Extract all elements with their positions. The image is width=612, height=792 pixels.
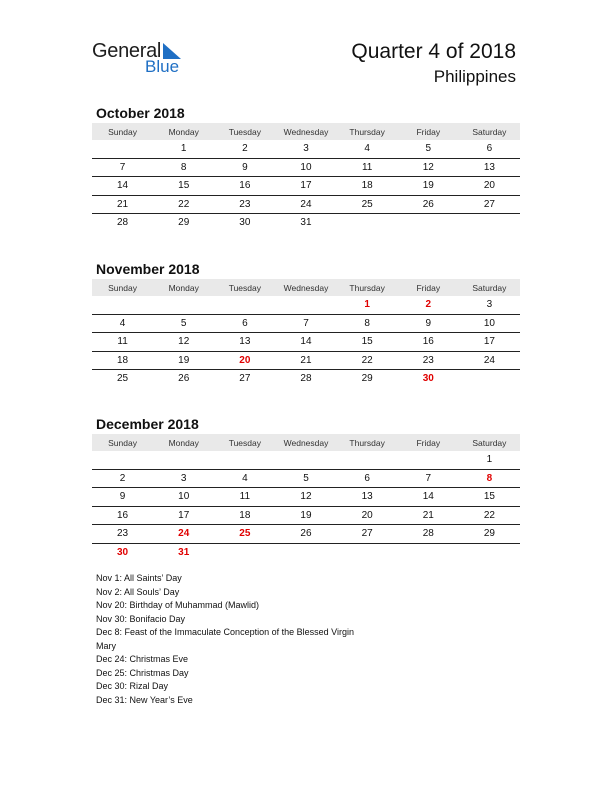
day-cell: 28: [117, 217, 129, 229]
day-cell: 4: [364, 143, 370, 155]
weekday-label: Friday: [416, 126, 441, 137]
week-row: [92, 451, 520, 470]
day-cell: 17: [300, 180, 312, 192]
month-calendar: [92, 103, 520, 232]
day-cell: 26: [300, 528, 312, 540]
day-cell: 18: [361, 180, 373, 192]
holiday-note: Dec 31: New Year’s Eve: [96, 694, 193, 705]
day-cell: 14: [300, 336, 312, 348]
day-cell: 11: [361, 161, 373, 173]
day-cell: 7: [119, 161, 126, 173]
holiday-note: Nov 1: All Saints’ Day: [96, 573, 182, 583]
day-cell: 6: [486, 143, 493, 155]
page-title: Quarter 4 of 2018: [351, 40, 516, 63]
week-row: [92, 352, 520, 371]
weekday-header: [92, 279, 520, 296]
day-cell: 2: [119, 472, 126, 484]
day-cell: 30: [239, 217, 251, 229]
week-row: [92, 177, 520, 196]
day-cell: 17: [483, 336, 495, 348]
day-cell: 5: [425, 143, 432, 155]
day-cell: 26: [178, 373, 190, 385]
weekday-label: Tuesday: [228, 282, 261, 293]
weekday-label: Tuesday: [228, 126, 261, 137]
day-cell: 20: [483, 180, 495, 192]
day-cell: 7: [425, 472, 432, 484]
holiday-day-cell: 24: [178, 528, 190, 540]
day-cell: 19: [178, 354, 190, 366]
day-cell: 6: [242, 317, 248, 329]
day-cell: 13: [361, 491, 373, 503]
day-cell: 11: [239, 491, 251, 503]
day-cell: 9: [119, 491, 126, 503]
weekday-label: Wednesday: [283, 282, 329, 293]
day-cell: 8: [364, 317, 370, 329]
day-cell: 17: [178, 509, 190, 521]
day-cell: 27: [239, 373, 251, 385]
day-cell: 5: [303, 472, 309, 484]
weekday-label: Wednesday: [283, 126, 329, 137]
weekday-label: Sunday: [108, 282, 137, 293]
holiday-day-cell: 30: [117, 546, 129, 558]
day-cell: 29: [361, 373, 373, 385]
day-cell: 25: [117, 373, 129, 385]
day-cell: 28: [300, 373, 312, 385]
day-cell: 1: [486, 454, 493, 466]
day-cell: 26: [422, 198, 434, 210]
day-cell: 25: [361, 198, 373, 210]
day-cell: 27: [483, 198, 495, 210]
day-cell: 16: [239, 180, 251, 192]
week-row: [92, 525, 520, 544]
day-cell: 11: [117, 336, 128, 348]
day-cell: 22: [483, 509, 495, 521]
day-cell: 2: [242, 143, 248, 155]
holiday-note: Dec 25: Christmas Day: [96, 667, 189, 678]
weekday-label: Saturday: [472, 282, 507, 293]
day-cell: 18: [117, 354, 129, 366]
holiday-note: Nov 20: Birthday of Muhammad (Mawlid): [96, 600, 260, 610]
day-cell: 10: [483, 317, 495, 329]
week-row: [92, 333, 520, 352]
month-title: October 2018: [96, 105, 185, 121]
day-cell: 14: [422, 491, 434, 503]
day-cell: 22: [361, 354, 373, 366]
weekday-label: Friday: [416, 282, 441, 293]
day-cell: 31: [300, 217, 312, 229]
week-row: [92, 470, 520, 489]
weekday-label: Thursday: [349, 126, 385, 137]
week-row: [92, 544, 520, 562]
logo-general-text: General: [92, 40, 162, 62]
holiday-note: Nov 2: All Souls’ Day: [96, 586, 180, 597]
holiday-day-cell: 25: [239, 528, 251, 540]
day-cell: 8: [180, 161, 187, 173]
day-cell: 24: [300, 198, 312, 210]
day-cell: 23: [239, 198, 251, 210]
weekday-header: [92, 434, 520, 451]
day-cell: 22: [178, 198, 190, 210]
weekday-label: Thursday: [349, 437, 385, 448]
day-cell: 19: [300, 509, 312, 521]
holiday-note: Dec 24: Christmas Eve: [96, 654, 189, 664]
week-row: [92, 214, 520, 232]
day-cell: 5: [180, 317, 187, 329]
weekday-label: Saturday: [472, 126, 507, 137]
day-cell: 16: [422, 336, 434, 348]
day-cell: 13: [483, 161, 495, 173]
day-cell: 9: [242, 161, 248, 173]
holiday-day-cell: 30: [422, 373, 434, 385]
day-cell: 21: [117, 198, 129, 210]
weekday-header: [92, 123, 520, 140]
day-cell: 12: [178, 336, 190, 348]
day-cell: 15: [483, 491, 495, 503]
day-cell: 4: [242, 472, 248, 484]
weekday-label: Sunday: [108, 126, 137, 137]
day-cell: 27: [361, 528, 373, 540]
weekday-label: Monday: [168, 282, 199, 293]
generalblue-logo: [92, 40, 192, 80]
day-cell: 10: [300, 161, 312, 173]
day-cell: 21: [422, 509, 434, 521]
day-cell: 12: [422, 161, 434, 173]
day-cell: 19: [422, 180, 434, 192]
week-row: [92, 140, 520, 159]
week-row: [92, 196, 520, 215]
logo-blue-text: Blue: [145, 57, 180, 76]
holiday-day-cell: 8: [486, 472, 493, 484]
day-cell: 13: [239, 336, 251, 348]
day-cell: 3: [180, 472, 187, 484]
month-title: December 2018: [96, 416, 199, 432]
week-row: [92, 507, 520, 526]
day-cell: 16: [117, 509, 129, 521]
day-cell: 23: [422, 354, 434, 366]
day-cell: 15: [178, 180, 190, 192]
country-name: Philippines: [433, 67, 516, 86]
holiday-note: Dec 8: Feast of the Immaculate Conception of the Blessed Virgin: [96, 627, 354, 637]
week-row: [92, 159, 520, 178]
day-cell: 23: [117, 528, 129, 540]
day-cell: 29: [178, 217, 190, 229]
month-calendar: [92, 259, 520, 388]
week-row: [92, 370, 520, 388]
day-cell: 3: [303, 143, 309, 155]
day-cell: 15: [361, 336, 373, 348]
day-cell: 3: [486, 299, 493, 311]
weekday-label: Monday: [168, 126, 199, 137]
week-row: [92, 488, 520, 507]
week-row: [92, 296, 520, 315]
day-cell: 24: [483, 354, 495, 366]
weekday-label: Sunday: [108, 437, 137, 448]
day-cell: 12: [300, 491, 312, 503]
day-cell: 29: [483, 528, 495, 540]
month-calendar: [92, 414, 520, 561]
day-cell: 14: [117, 180, 129, 192]
weekday-label: Tuesday: [228, 437, 261, 448]
day-cell: 18: [239, 509, 251, 521]
day-cell: 28: [422, 528, 434, 540]
holiday-day-cell: 2: [425, 299, 432, 311]
month-title: November 2018: [96, 261, 200, 277]
day-cell: 6: [364, 472, 370, 484]
day-cell: 21: [300, 354, 312, 366]
holiday-note: Dec 30: Rizal Day: [96, 681, 169, 691]
day-cell: 9: [425, 317, 432, 329]
holiday-note: Nov 30: Bonifacio Day: [96, 613, 186, 624]
day-cell: 1: [180, 143, 187, 155]
weekday-label: Friday: [416, 437, 441, 448]
day-cell: 10: [178, 491, 190, 503]
weekday-label: Thursday: [349, 282, 385, 293]
holiday-note: Mary: [96, 640, 116, 651]
day-cell: 20: [361, 509, 373, 521]
holiday-day-cell: 31: [178, 546, 190, 558]
weekday-label: Monday: [168, 437, 199, 448]
day-cell: 4: [119, 317, 126, 329]
weekday-label: Wednesday: [283, 437, 329, 448]
holiday-day-cell: 1: [364, 299, 370, 311]
day-cell: 7: [303, 317, 309, 329]
holiday-notes: [96, 572, 426, 707]
weekday-label: Saturday: [472, 437, 507, 448]
week-row: [92, 315, 520, 334]
holiday-day-cell: 20: [239, 354, 251, 366]
